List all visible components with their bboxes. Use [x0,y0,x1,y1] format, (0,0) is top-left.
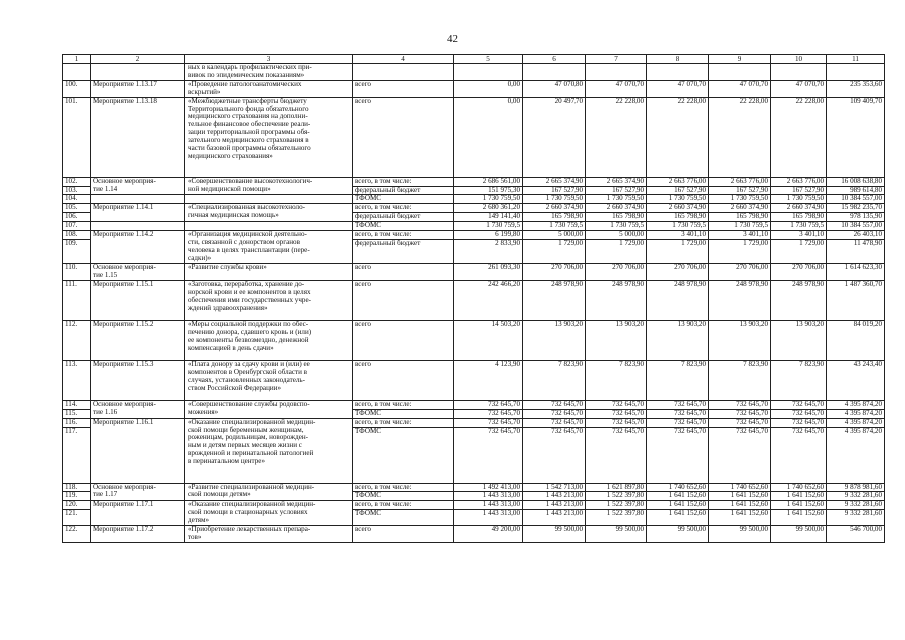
value-col-10: 7 823,90 [771,360,827,400]
column-header-11: 11 [827,55,885,64]
value-col-11: 1 614 623,30 [827,263,885,280]
value-col-8: 732 645,70 [647,409,709,418]
value-col-9: 1 641 152,60 [709,492,771,501]
value-col-5: 732 645,70 [454,400,523,409]
value-col-8: 732 645,70 [647,400,709,409]
value-col-5: 6 199,80 [454,231,523,240]
funding-source: всего [353,280,454,320]
value-col-5: 1 443 313,00 [454,501,523,510]
value-col-7: 732 645,70 [586,400,647,409]
activity-description [185,195,353,204]
value-col-10: 99 500,00 [771,526,827,543]
table-row [63,320,885,360]
value-col-7: 732 645,70 [586,409,647,418]
activity-name: Мероприятие 1.13.18 [91,97,185,177]
funding-source: всего, в том числе: [353,400,454,409]
value-col-9: 22 228,00 [709,97,771,177]
value-col-10: 13 903,20 [771,320,827,360]
value-col-6: 1 443 213,00 [523,492,586,501]
value-col-8: 732 645,70 [647,427,709,483]
value-col-9: 2 660 374,90 [709,204,771,213]
value-col-7: 248 978,90 [586,280,647,320]
value-col-5: 242 466,20 [454,280,523,320]
value-col-7: 22 228,00 [586,97,647,177]
table-row [63,418,885,427]
funding-source: ТФОМС [353,427,454,483]
value-col-5: 261 093,30 [454,263,523,280]
value-col-6: 47 070,80 [523,80,586,97]
value-col-11 [827,64,885,81]
value-col-11: 109 409,70 [827,97,885,177]
funding-source: федеральный бюджет [353,186,454,195]
value-col-8: 1 730 759,50 [647,195,709,204]
table-row [63,526,885,543]
budget-table [62,54,885,543]
funding-source: всего [353,526,454,543]
value-col-5: 4 123,90 [454,360,523,400]
column-header-5: 5 [454,55,523,64]
value-col-11: 9 332 281,60 [827,501,885,510]
value-col-5: 149 141,40 [454,213,523,222]
funding-source: всего [353,263,454,280]
activity-name: Мероприятие 1.15.3 [91,360,185,400]
value-col-8: 22 228,00 [647,97,709,177]
table-row [63,501,885,510]
value-col-10: 2 663 776,00 [771,177,827,186]
value-col-9: 1 730 759,50 [709,195,771,204]
column-header-7: 7 [586,55,647,64]
column-header-10: 10 [771,55,827,64]
value-col-6: 732 645,70 [523,400,586,409]
activity-name: Основное мероприя- тие 1.17 [91,483,185,501]
value-col-10: 3 401,10 [771,231,827,240]
row-number: 107. [63,222,91,231]
row-number: 106. [63,213,91,222]
row-number: 117. [63,427,91,483]
value-col-11: 4 395 874,20 [827,418,885,427]
value-col-11: 9 332 281,60 [827,492,885,501]
value-col-10: 270 706,00 [771,263,827,280]
table-row [63,97,885,177]
funding-source: ТФОМС [353,409,454,418]
value-col-11: 546 700,00 [827,526,885,543]
value-col-11: 84 019,20 [827,320,885,360]
table-row [63,400,885,409]
value-col-5: 732 645,70 [454,427,523,483]
activity-description: «Развитие службы крови» [185,263,353,280]
activity-name: Мероприятие 1.14.2 [91,231,185,264]
table-row [63,64,885,81]
row-number: 110. [63,263,91,280]
value-col-10: 732 645,70 [771,427,827,483]
value-col-6: 2 665 374,90 [523,177,586,186]
value-col-11: 4 395 874,20 [827,427,885,483]
value-col-8: 13 903,20 [647,320,709,360]
activity-description [185,222,353,231]
value-col-10: 2 660 374,90 [771,204,827,213]
value-col-8: 167 527,90 [647,186,709,195]
value-col-7: 732 645,70 [586,427,647,483]
value-col-7: 7 823,90 [586,360,647,400]
value-col-5: 151 975,30 [454,186,523,195]
value-col-9: 1 641 152,60 [709,510,771,526]
row-number: 121. [63,510,91,526]
value-col-6: 1 542 713,00 [523,483,586,492]
table-row [63,483,885,492]
page-number: 42 [447,33,458,45]
value-col-7: 13 903,20 [586,320,647,360]
value-col-9: 1 740 652,60 [709,483,771,492]
column-header-2: 2 [91,55,185,64]
funding-source: всего, в том числе: [353,501,454,510]
row-number: 120. [63,501,91,510]
value-col-9: 732 645,70 [709,400,771,409]
value-col-10: 732 645,70 [771,400,827,409]
value-col-10: 732 645,70 [771,418,827,427]
value-col-9: 167 527,90 [709,186,771,195]
value-col-6: 248 978,90 [523,280,586,320]
value-col-10: 165 798,90 [771,213,827,222]
funding-source: федеральный бюджет [353,213,454,222]
value-col-7 [586,64,647,81]
value-col-8: 1 740 652,60 [647,483,709,492]
value-col-7: 1 621 897,80 [586,483,647,492]
value-col-6: 20 497,70 [523,97,586,177]
value-col-9: 732 645,70 [709,409,771,418]
funding-source: всего, в том числе: [353,231,454,240]
value-col-10: 1 740 652,60 [771,483,827,492]
value-col-6: 1 730 759,5 [523,222,586,231]
value-col-9: 1 729,00 [709,239,771,263]
value-col-5: 2 680 361,20 [454,204,523,213]
value-col-11: 11 478,90 [827,239,885,263]
value-col-7: 99 500,00 [586,526,647,543]
funding-source: всего [353,320,454,360]
activity-description: «Заготовка, переработка, хранение до- норской крови и ее компонентов в целях обеспечения ими государственных учре- ждений здравоохранения» [185,280,353,320]
funding-source: всего, в том числе: [353,204,454,213]
value-col-11: 978 135,90 [827,213,885,222]
value-col-6: 99 500,00 [523,526,586,543]
value-col-8: 1 729,00 [647,239,709,263]
value-col-5: 49 200,00 [454,526,523,543]
activity-name: Мероприятие 1.14.1 [91,204,185,222]
table-row [63,195,885,204]
value-col-5: 0,00 [454,97,523,177]
value-col-11: 15 982 235,70 [827,204,885,213]
row-number: 112. [63,320,91,360]
activity-description: «Плата донору за сдачу крови и (или) ее компонентов в Оренбургской области в случаях, установленных законодатель- ством Российской Федерации» [185,360,353,400]
value-col-11: 26 403,10 [827,231,885,240]
value-col-6: 5 000,00 [523,231,586,240]
row-number: 116. [63,418,91,427]
value-col-5 [454,64,523,81]
table-row [63,222,885,231]
value-col-8: 732 645,70 [647,418,709,427]
value-col-8: 1 730 759,5 [647,222,709,231]
value-col-7: 1 729,00 [586,239,647,263]
value-col-5: 14 503,20 [454,320,523,360]
funding-source: ТФОМС [353,222,454,231]
activity-name: Мероприятие 1.17.2 [91,526,185,543]
value-col-7: 2 660 374,90 [586,204,647,213]
value-col-7: 5 000,00 [586,231,647,240]
value-col-10: 47 070,70 [771,80,827,97]
value-col-6: 7 823,90 [523,360,586,400]
funding-source: всего [353,80,454,97]
value-col-9: 3 401,10 [709,231,771,240]
row-number: 109. [63,239,91,263]
activity-description: «Межбюджетные трансферты бюджету Территориального фонда обязательного медицинского страхования на дополни- тельное финансовое обеспечение реали- зации территориальной программы обя- зательного медицинского страхования в части базовой программы обязательного медицинского страхования» [185,97,353,177]
value-col-6: 1 443 213,00 [523,501,586,510]
value-col-9: 13 903,20 [709,320,771,360]
value-col-8: 2 660 374,90 [647,204,709,213]
table-row [63,280,885,320]
value-col-7: 732 645,70 [586,418,647,427]
value-col-5: 732 645,70 [454,409,523,418]
value-col-8: 270 706,00 [647,263,709,280]
value-col-9: 248 978,90 [709,280,771,320]
row-number: 103. [63,186,91,195]
row-number: 108. [63,231,91,240]
value-col-7: 2 665 374,90 [586,177,647,186]
value-col-5: 2 686 561,00 [454,177,523,186]
table-row [63,80,885,97]
value-col-6: 732 645,70 [523,409,586,418]
value-col-5: 1 730 759,5 [454,222,523,231]
activity-name: Основное мероприя- тие 1.15 [91,263,185,280]
value-col-10 [771,64,827,81]
value-col-5: 0,00 [454,80,523,97]
value-col-11: 4 395 874,20 [827,400,885,409]
value-col-7: 1 730 759,50 [586,195,647,204]
activity-description: «Совершенствование высокотехнологич- ной медицинской помощи» [185,177,353,195]
value-col-7: 165 798,90 [586,213,647,222]
funding-source: федеральный бюджет [353,239,454,263]
value-col-6: 1 443 213,00 [523,510,586,526]
column-header-9: 9 [709,55,771,64]
value-col-11: 10 384 557,00 [827,222,885,231]
header-row [63,55,885,64]
value-col-5: 2 833,90 [454,239,523,263]
value-col-8: 47 070,70 [647,80,709,97]
row-number [63,64,91,81]
funding-source: всего, в том числе: [353,483,454,492]
row-number: 119. [63,492,91,501]
row-number: 111. [63,280,91,320]
column-header-4: 4 [353,55,454,64]
value-col-10: 22 228,00 [771,97,827,177]
table-row [63,360,885,400]
value-col-7: 47 070,70 [586,80,647,97]
value-col-8: 165 798,90 [647,213,709,222]
activity-description: ных в календарь профилактических при- вивок по эпидемическим показаниям» [185,64,353,81]
table-row [63,231,885,240]
funding-source: всего, в том числе: [353,418,454,427]
value-col-7: 167 527,90 [586,186,647,195]
value-col-5: 1 443 313,00 [454,492,523,501]
activity-description: «Оказание специализированной медицин- ской помощи в стационарных условиях детям» [185,501,353,526]
value-col-7: 270 706,00 [586,263,647,280]
value-col-11: 9 332 281,60 [827,510,885,526]
value-col-9: 732 645,70 [709,418,771,427]
value-col-11: 10 384 557,00 [827,195,885,204]
activity-description: «Приобретение лекарственных препара- тов» [185,526,353,543]
activity-name [91,64,185,81]
value-col-6: 732 645,70 [523,427,586,483]
value-col-9 [709,64,771,81]
funding-source: ТФОМС [353,195,454,204]
value-col-11: 9 878 981,60 [827,483,885,492]
value-col-9: 270 706,00 [709,263,771,280]
value-col-10: 1 641 152,60 [771,510,827,526]
activity-description: «Совершенствование службы родовспо- можения» [185,400,353,418]
value-col-6: 2 660 374,90 [523,204,586,213]
row-number: 113. [63,360,91,400]
column-header-1: 1 [63,55,91,64]
column-header-8: 8 [647,55,709,64]
activity-name: Мероприятие 1.17.1 [91,501,185,526]
column-header-6: 6 [523,55,586,64]
activity-description: «Развитие специализированной медицин- ской помощи детям» [185,483,353,501]
table-body [63,64,885,543]
row-number: 102. [63,177,91,186]
value-col-5: 1 492 413,00 [454,483,523,492]
activity-description: «Организация медицинской деятельно- сти, связанной с донорством органов человека в целях трансплантации (пере- садки)» [185,231,353,264]
value-col-6: 1 730 759,50 [523,195,586,204]
activity-description: «Оказание специализированной медицин- ской помощи беременным женщинам, роженицам, родильницам, новорожден- ным и детям первых месяцев жизни с врожденной и перинатальной патологией в перинатальном центре» [185,418,353,483]
value-col-10: 732 645,70 [771,409,827,418]
value-col-8: 248 978,90 [647,280,709,320]
activity-name: Мероприятие 1.16.1 [91,418,185,483]
table-row [63,204,885,213]
value-col-11: 1 487 360,70 [827,280,885,320]
activity-name [91,195,185,204]
activity-name: Мероприятие 1.15.2 [91,320,185,360]
value-col-8: 99 500,00 [647,526,709,543]
value-col-10: 1 641 152,60 [771,492,827,501]
activity-name [91,222,185,231]
row-number: 114. [63,400,91,409]
value-col-8: 2 663 776,00 [647,177,709,186]
value-col-7: 1 730 759,5 [586,222,647,231]
value-col-8: 1 641 152,60 [647,492,709,501]
value-col-5: 1 730 759,50 [454,195,523,204]
column-header-3: 3 [185,55,353,64]
value-col-8: 7 823,90 [647,360,709,400]
row-number: 118. [63,483,91,492]
value-col-5: 1 443 313,00 [454,510,523,526]
value-col-10: 1 730 759,50 [771,195,827,204]
value-col-7: 1 522 397,80 [586,510,647,526]
value-col-6 [523,64,586,81]
value-col-11: 16 008 638,80 [827,177,885,186]
row-number: 100. [63,80,91,97]
value-col-9: 47 070,70 [709,80,771,97]
row-number: 104. [63,195,91,204]
value-col-9: 7 823,90 [709,360,771,400]
value-col-10: 1 641 152,60 [771,501,827,510]
table-row [63,263,885,280]
value-col-9: 1 730 759,5 [709,222,771,231]
row-number: 105. [63,204,91,213]
row-number: 101. [63,97,91,177]
value-col-10: 1 730 759,5 [771,222,827,231]
value-col-11: 235 353,60 [827,80,885,97]
value-col-9: 99 500,00 [709,526,771,543]
value-col-9: 2 663 776,00 [709,177,771,186]
value-col-6: 167 527,90 [523,186,586,195]
value-col-8: 3 401,10 [647,231,709,240]
value-col-10: 167 527,90 [771,186,827,195]
row-number: 122. [63,526,91,543]
funding-source: ТФОМС [353,492,454,501]
value-col-6: 13 903,20 [523,320,586,360]
value-col-6: 165 798,90 [523,213,586,222]
activity-name: Основное мероприя- тие 1.14 [91,177,185,195]
activity-description: «Проведение патологоанатомических вскрытий» [185,80,353,97]
funding-source: всего [353,97,454,177]
value-col-7: 1 522 397,80 [586,492,647,501]
value-col-9: 165 798,90 [709,213,771,222]
activity-description: «Меры социальной поддержки по обес- печению донора, сдавшего кровь и (или) ее компоненты безвозмездно, денежной компенсацией в день сдачи» [185,320,353,360]
value-col-9: 732 645,70 [709,427,771,483]
value-col-10: 1 729,00 [771,239,827,263]
table-row [63,177,885,186]
activity-description: «Специализированная высокотехноло- гичная медицинская помощь» [185,204,353,222]
row-number: 115. [63,409,91,418]
funding-source: ТФОМС [353,510,454,526]
value-col-7: 1 522 397,80 [586,501,647,510]
value-col-11: 43 243,40 [827,360,885,400]
funding-source: всего [353,360,454,400]
activity-name: Мероприятие 1.13.17 [91,80,185,97]
value-col-8 [647,64,709,81]
value-col-8: 1 641 152,60 [647,501,709,510]
value-col-5: 732 645,70 [454,418,523,427]
activity-name: Мероприятие 1.15.1 [91,280,185,320]
value-col-9: 1 641 152,60 [709,501,771,510]
funding-source [353,64,454,81]
value-col-11: 989 614,80 [827,186,885,195]
value-col-10: 248 978,90 [771,280,827,320]
value-col-6: 1 729,00 [523,239,586,263]
activity-name: Основное мероприя- тие 1.16 [91,400,185,418]
value-col-6: 270 706,00 [523,263,586,280]
value-col-11: 4 395 874,20 [827,409,885,418]
value-col-8: 1 641 152,60 [647,510,709,526]
value-col-6: 732 645,70 [523,418,586,427]
funding-source: всего, в том числе: [353,177,454,186]
